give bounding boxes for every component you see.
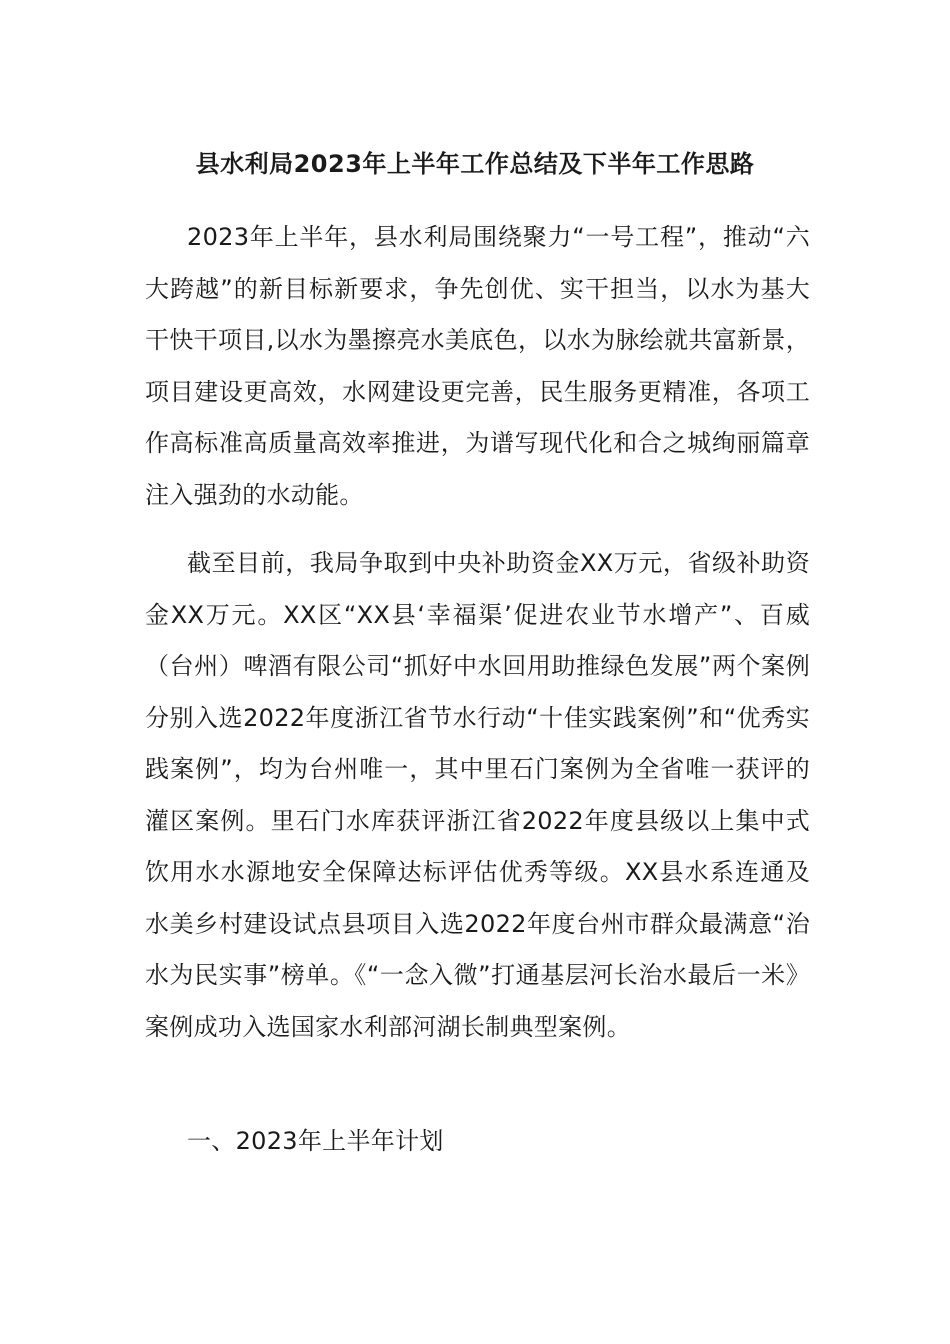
section-heading: 一、2023年上半年计划 (187, 1127, 444, 1155)
document-title: 县水利局2023年上半年工作总结及下半年工作思路 (195, 150, 755, 178)
paragraph-achievements: 截至目前，我局争取到中央补助资金XX万元，省级补助资金XX万元。XX区“XX县‘幸福渠’促进农业节水增产”、百威（台州）啤酒有限公司“抓好中水回用助推绿色发展”两个案例分别入选2022年度浙江省节水行动“十佳实践案例”和“优秀实践案例”，均为台州唯一，其中里石门案例为全省唯一获评的灌区案例。里石门水库获评浙江省2022年度县级以上集中式饮用水水源地安全保障达标评估优秀等级。XX县水系连通及水美乡村建设试点县项目入选2022年度台州市群众最满意“治水为民实事”榜单。《“一念入微”打通基层河长治水最后一米》案例成功入选国家水利部河湖长制典型案例。 (145, 549, 811, 1041)
paragraph-intro: 2023年上半年，县水利局围绕聚力“一号工程”，推动“六大跨越”的新目标新要求，争先创优、实干担当，以水为基大干快干项目,以水为墨擦亮水美底色，以水为脉绘就共富新景，项目建设更高效，水网建设更完善，民生服务更精准，各项工作高标准高质量高效率推进，为谱写现代化和合之城绚丽篇章注入强劲的水动能。 (145, 223, 811, 509)
